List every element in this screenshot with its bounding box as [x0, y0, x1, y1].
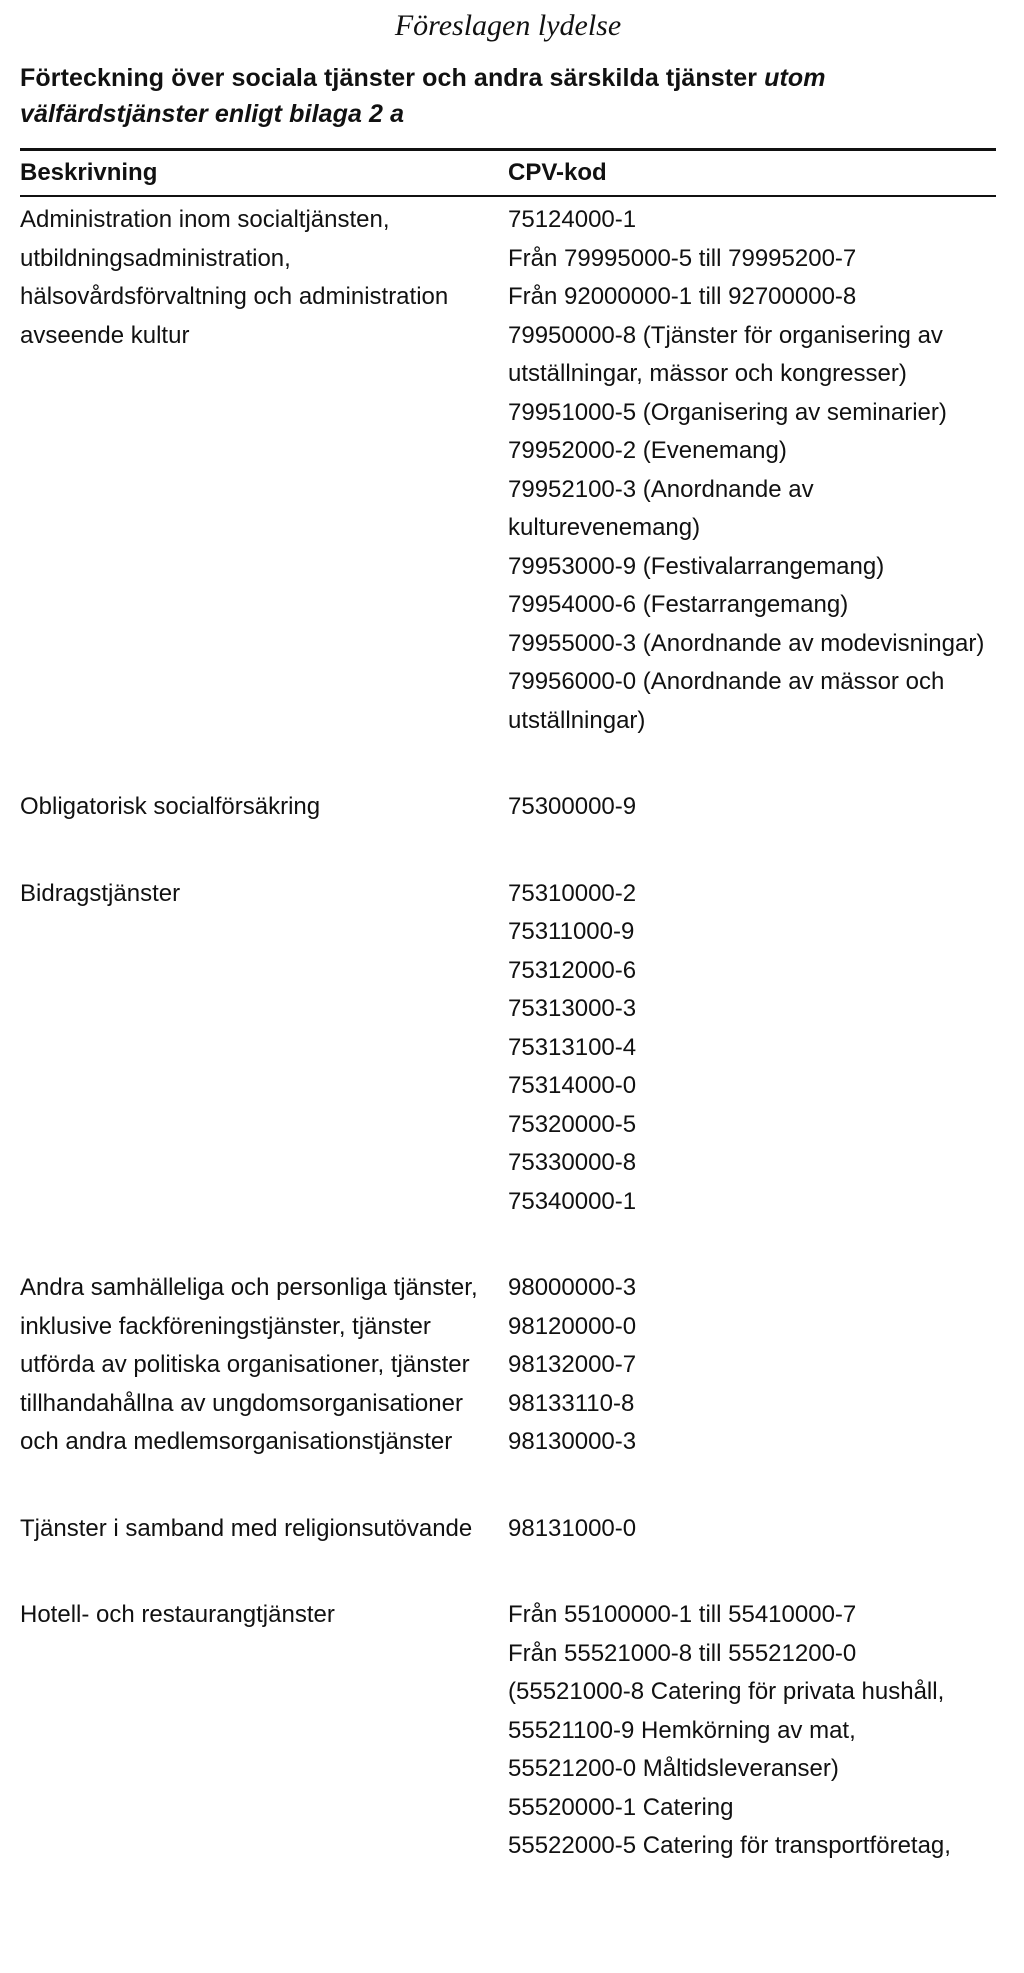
cpv-code-entry: 98133110-8 [508, 1389, 635, 1417]
table-header-rule [20, 195, 996, 197]
header-description: Beskrivning [20, 159, 158, 186]
cpv-code-entry: 55521100-9 Hemkörning av mat, [508, 1716, 856, 1744]
row-description: Administration inom socialtjänsten, utbildningsadministration, hälsovårdsförvaltning och administration avseende kultur [20, 206, 449, 349]
cpv-code-entry: 79954000-6 (Festarrangemang) [508, 591, 849, 618]
row-cpv-codes [508, 1510, 996, 1549]
cpv-code-entry: 75124000-1 [508, 206, 637, 233]
cpv-code-entry: 55520000-1 Catering [508, 1793, 734, 1821]
header-cpv-code: CPV-kod [508, 159, 607, 186]
table-header-row [20, 151, 996, 195]
cpv-code-entry: 75311000-9 [508, 918, 635, 945]
cpv-code-entry: Från 79995000-5 till 79995200-7 [508, 244, 857, 272]
cpv-code-entry: 75320000-5 [508, 1110, 637, 1138]
table-row [20, 788, 996, 827]
row-description: Tjänster i samband med religionsutövande [20, 1514, 473, 1542]
row-cpv-codes [508, 875, 996, 1222]
cpv-code-entry: 79952100-3 (Anordnande av kulturevenemang) [508, 475, 821, 541]
table-row [20, 1510, 996, 1549]
cpv-code-entry: Från 55521000-8 till 55521200-0 [508, 1639, 857, 1667]
table-row [20, 875, 996, 1222]
cpv-code-entry: 75312000-6 [508, 956, 637, 984]
cpv-code-entry: 75300000-9 [508, 793, 637, 820]
table-body [20, 201, 996, 1866]
cpv-code-entry: 55521200-0 Måltidsleveranser) [508, 1755, 839, 1782]
row-cpv-codes [508, 1269, 996, 1462]
cpv-code-entry: 75340000-1 [508, 1187, 637, 1215]
table-row [20, 1269, 996, 1462]
cpv-code-entry: 75330000-8 [508, 1149, 637, 1176]
cpv-code-entry: (55521000-8 Catering för privata hushåll, [508, 1678, 945, 1705]
cpv-code-entry: 98131000-0 [508, 1514, 637, 1542]
cpv-code-entry: 79956000-0 (Anordnande av mässor och utställningar) [508, 668, 951, 734]
cpv-code-entry: 75310000-2 [508, 879, 637, 907]
table-row [20, 1596, 996, 1866]
cpv-code-entry: 79951000-5 (Organisering av seminarier) [508, 398, 947, 426]
cpv-code-entry: 98120000-0 [508, 1312, 637, 1340]
row-description: Bidragstjänster [20, 879, 181, 907]
proposed-wording-heading: Föreslagen lydelse [394, 9, 622, 42]
cpv-code-entry: 79955000-3 (Anordnande av modevisningar) [508, 629, 985, 657]
table-row [20, 201, 996, 740]
cpv-code-entry: 98130000-3 [508, 1428, 637, 1455]
cpv-code-entry: 79950000-8 (Tjänster för organisering av utställningar, mässor och kongresser) [508, 321, 950, 387]
row-cpv-codes [508, 788, 996, 827]
document-page [20, 0, 996, 1866]
cpv-code-entry: 98000000-3 [508, 1274, 637, 1301]
cpv-code-entry: Från 55100000-1 till 55410000-7 [508, 1601, 857, 1628]
cpv-code-entry: 98132000-7 [508, 1351, 637, 1378]
document-title [20, 60, 996, 132]
cpv-code-entry: Från 92000000-1 till 92700000-8 [508, 283, 857, 310]
row-description: Hotell- och restaurangtjänster [20, 1601, 335, 1628]
cpv-code-entry: 75313100-4 [508, 1033, 637, 1061]
title-regular: Förteckning över sociala tjänster och andra särskilda tjänster [20, 64, 765, 92]
cpv-code-entry: 75314000-0 [508, 1072, 637, 1099]
row-cpv-codes [508, 1596, 996, 1866]
cpv-code-entry: 55522000-5 Catering för transportföretag, [508, 1832, 951, 1859]
cpv-code-entry: 75313000-3 [508, 995, 637, 1022]
row-description: Andra samhälleliga och personliga tjänster, inklusive fackföreningstjänster, tjänster utförda av politiska organisationer, tjänster tillhandahållna av ungdomsorganisationer och andra medlemsorganisationstjänster [20, 1274, 478, 1455]
row-description: Obligatorisk socialförsäkring [20, 793, 321, 820]
cpv-code-entry: 79952000-2 (Evenemang) [508, 437, 787, 464]
row-cpv-codes [508, 201, 996, 740]
cpv-code-entry: 79953000-9 (Festivalarrangemang) [508, 552, 885, 580]
title-italic: utom välfärdstjänster enligt bilaga 2 a [20, 64, 826, 128]
